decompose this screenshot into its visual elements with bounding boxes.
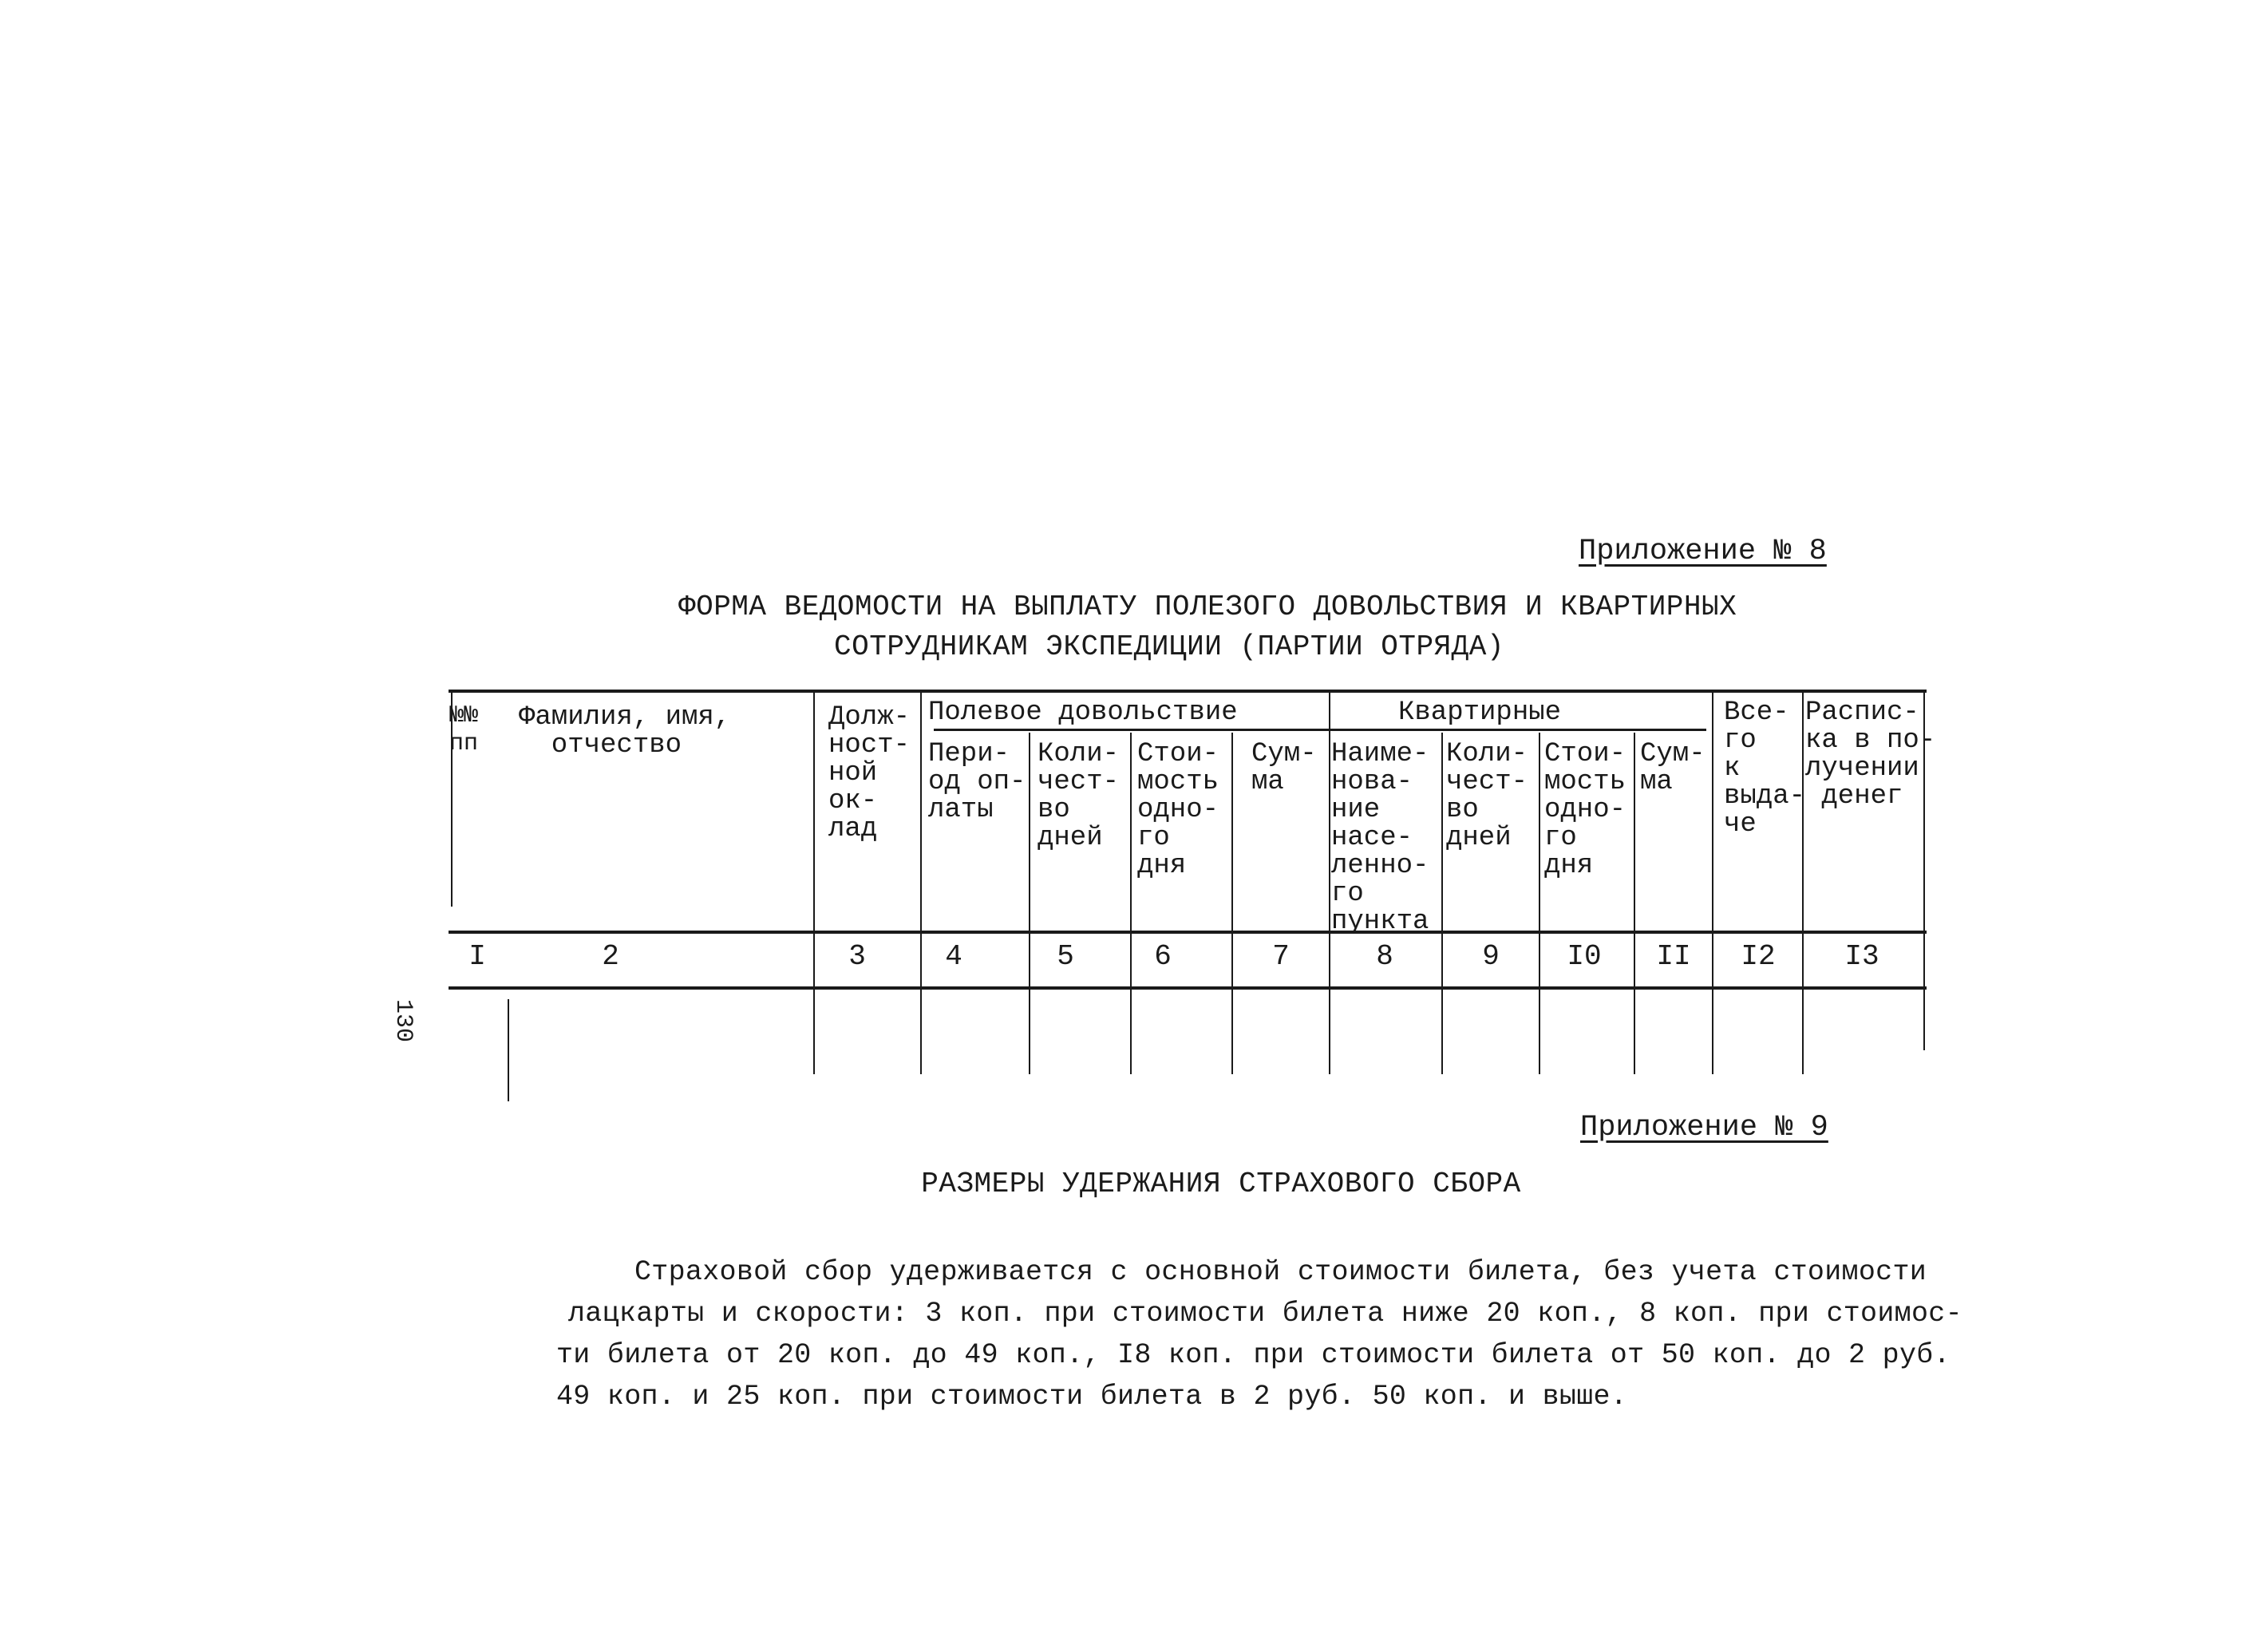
header-row-number: №№ пп <box>449 702 479 757</box>
page-number: 130 <box>389 998 417 1043</box>
insurance-fee-title: РАЗМЕРЫ УДЕРЖАНИЯ СТРАХОВОГО СБОРА <box>921 1168 1521 1200</box>
column-number: I <box>468 940 486 973</box>
header-housing-allowance: Квартирные <box>1398 698 1562 728</box>
column-number: I2 <box>1741 940 1776 973</box>
paragraph-line: Страховой сбор удерживается с основной стоимости билета, без учета стоимости <box>634 1256 1927 1288</box>
header-official-salary: Долж- ност- ной ок- лад <box>828 702 911 844</box>
appendix-9-label: Приложение № 9 <box>1580 1111 1828 1144</box>
column-number: I3 <box>1844 940 1879 973</box>
column-number: 3 <box>848 940 866 973</box>
col-divider <box>508 999 509 1101</box>
col-divider <box>1712 691 1713 1074</box>
column-number: 8 <box>1376 940 1393 973</box>
column-number: 5 <box>1057 940 1074 973</box>
paragraph-line: ти билета от 20 коп. до 49 коп., I8 коп. при стоимости билета от 50 коп. до 2 руб. <box>556 1339 1951 1371</box>
column-number: I0 <box>1567 940 1602 973</box>
col-divider <box>1329 691 1330 1074</box>
column-number: 7 <box>1272 940 1290 973</box>
col-divider <box>1441 733 1443 1074</box>
header-housing-sum: Сум- ма <box>1640 739 1705 797</box>
col-divider <box>1539 733 1540 1074</box>
column-number: 4 <box>945 940 962 973</box>
paragraph-line: лацкарты и скорости: 3 коп. при стоимости билета ниже 20 коп., 8 коп. при стоимос- <box>568 1298 1962 1330</box>
header-housing-day-cost: Стои- мость одно- го дня <box>1544 739 1626 881</box>
header-field-sum: Сум- ма <box>1251 739 1317 797</box>
header-receipt-signature: Распис- ка в по- лучении денег <box>1805 698 1936 812</box>
numbers-row-bottom-border <box>449 986 1927 990</box>
col-divider <box>920 691 922 1074</box>
header-bottom-border <box>449 931 1927 934</box>
header-settlement-name: Наиме- нова- ние насе- ленно- го пункта <box>1331 739 1429 937</box>
header-field-days: Коли- чест- во дней <box>1038 739 1120 853</box>
col-divider <box>1634 733 1635 1074</box>
col-divider <box>1231 733 1233 1074</box>
column-number: 9 <box>1482 940 1500 973</box>
field-group-underline <box>934 729 1329 731</box>
col-divider <box>1029 733 1030 1074</box>
form-title-line-2: СОТРУДНИКАМ ЭКСПЕДИЦИИ (ПАРТИИ ОТРЯДА) <box>834 630 1504 663</box>
column-number: 2 <box>602 940 619 973</box>
header-housing-days: Коли- чест- во дней <box>1446 739 1528 853</box>
col-divider <box>1130 733 1132 1074</box>
paragraph-line: 49 коп. и 25 коп. при стоимости билета в 2 руб. 50 коп. и выше. <box>556 1381 1628 1413</box>
table-top-border <box>449 690 1927 693</box>
appendix-8-label: Приложение № 8 <box>1579 535 1827 568</box>
header-field-day-cost: Стои- мость одно- го дня <box>1137 739 1219 881</box>
col-divider <box>813 691 815 1074</box>
header-field-allowance: Полевое довольствие <box>928 698 1238 728</box>
header-total-payable: Все- го к выда- че <box>1724 698 1806 840</box>
housing-group-underline <box>1329 729 1706 731</box>
header-payment-period: Пери- од оп- латы <box>928 739 1026 825</box>
column-number: II <box>1656 940 1691 973</box>
column-number: 6 <box>1154 940 1172 973</box>
header-full-name: Фамилия, имя, отчество <box>519 702 731 761</box>
form-title-line-1: ФОРМА ВЕДОМОСТИ НА ВЫПЛАТУ ПОЛЕЗОГО ДОВОЛЬСТВИЯ И КВАРТИРНЫХ <box>678 591 1737 623</box>
